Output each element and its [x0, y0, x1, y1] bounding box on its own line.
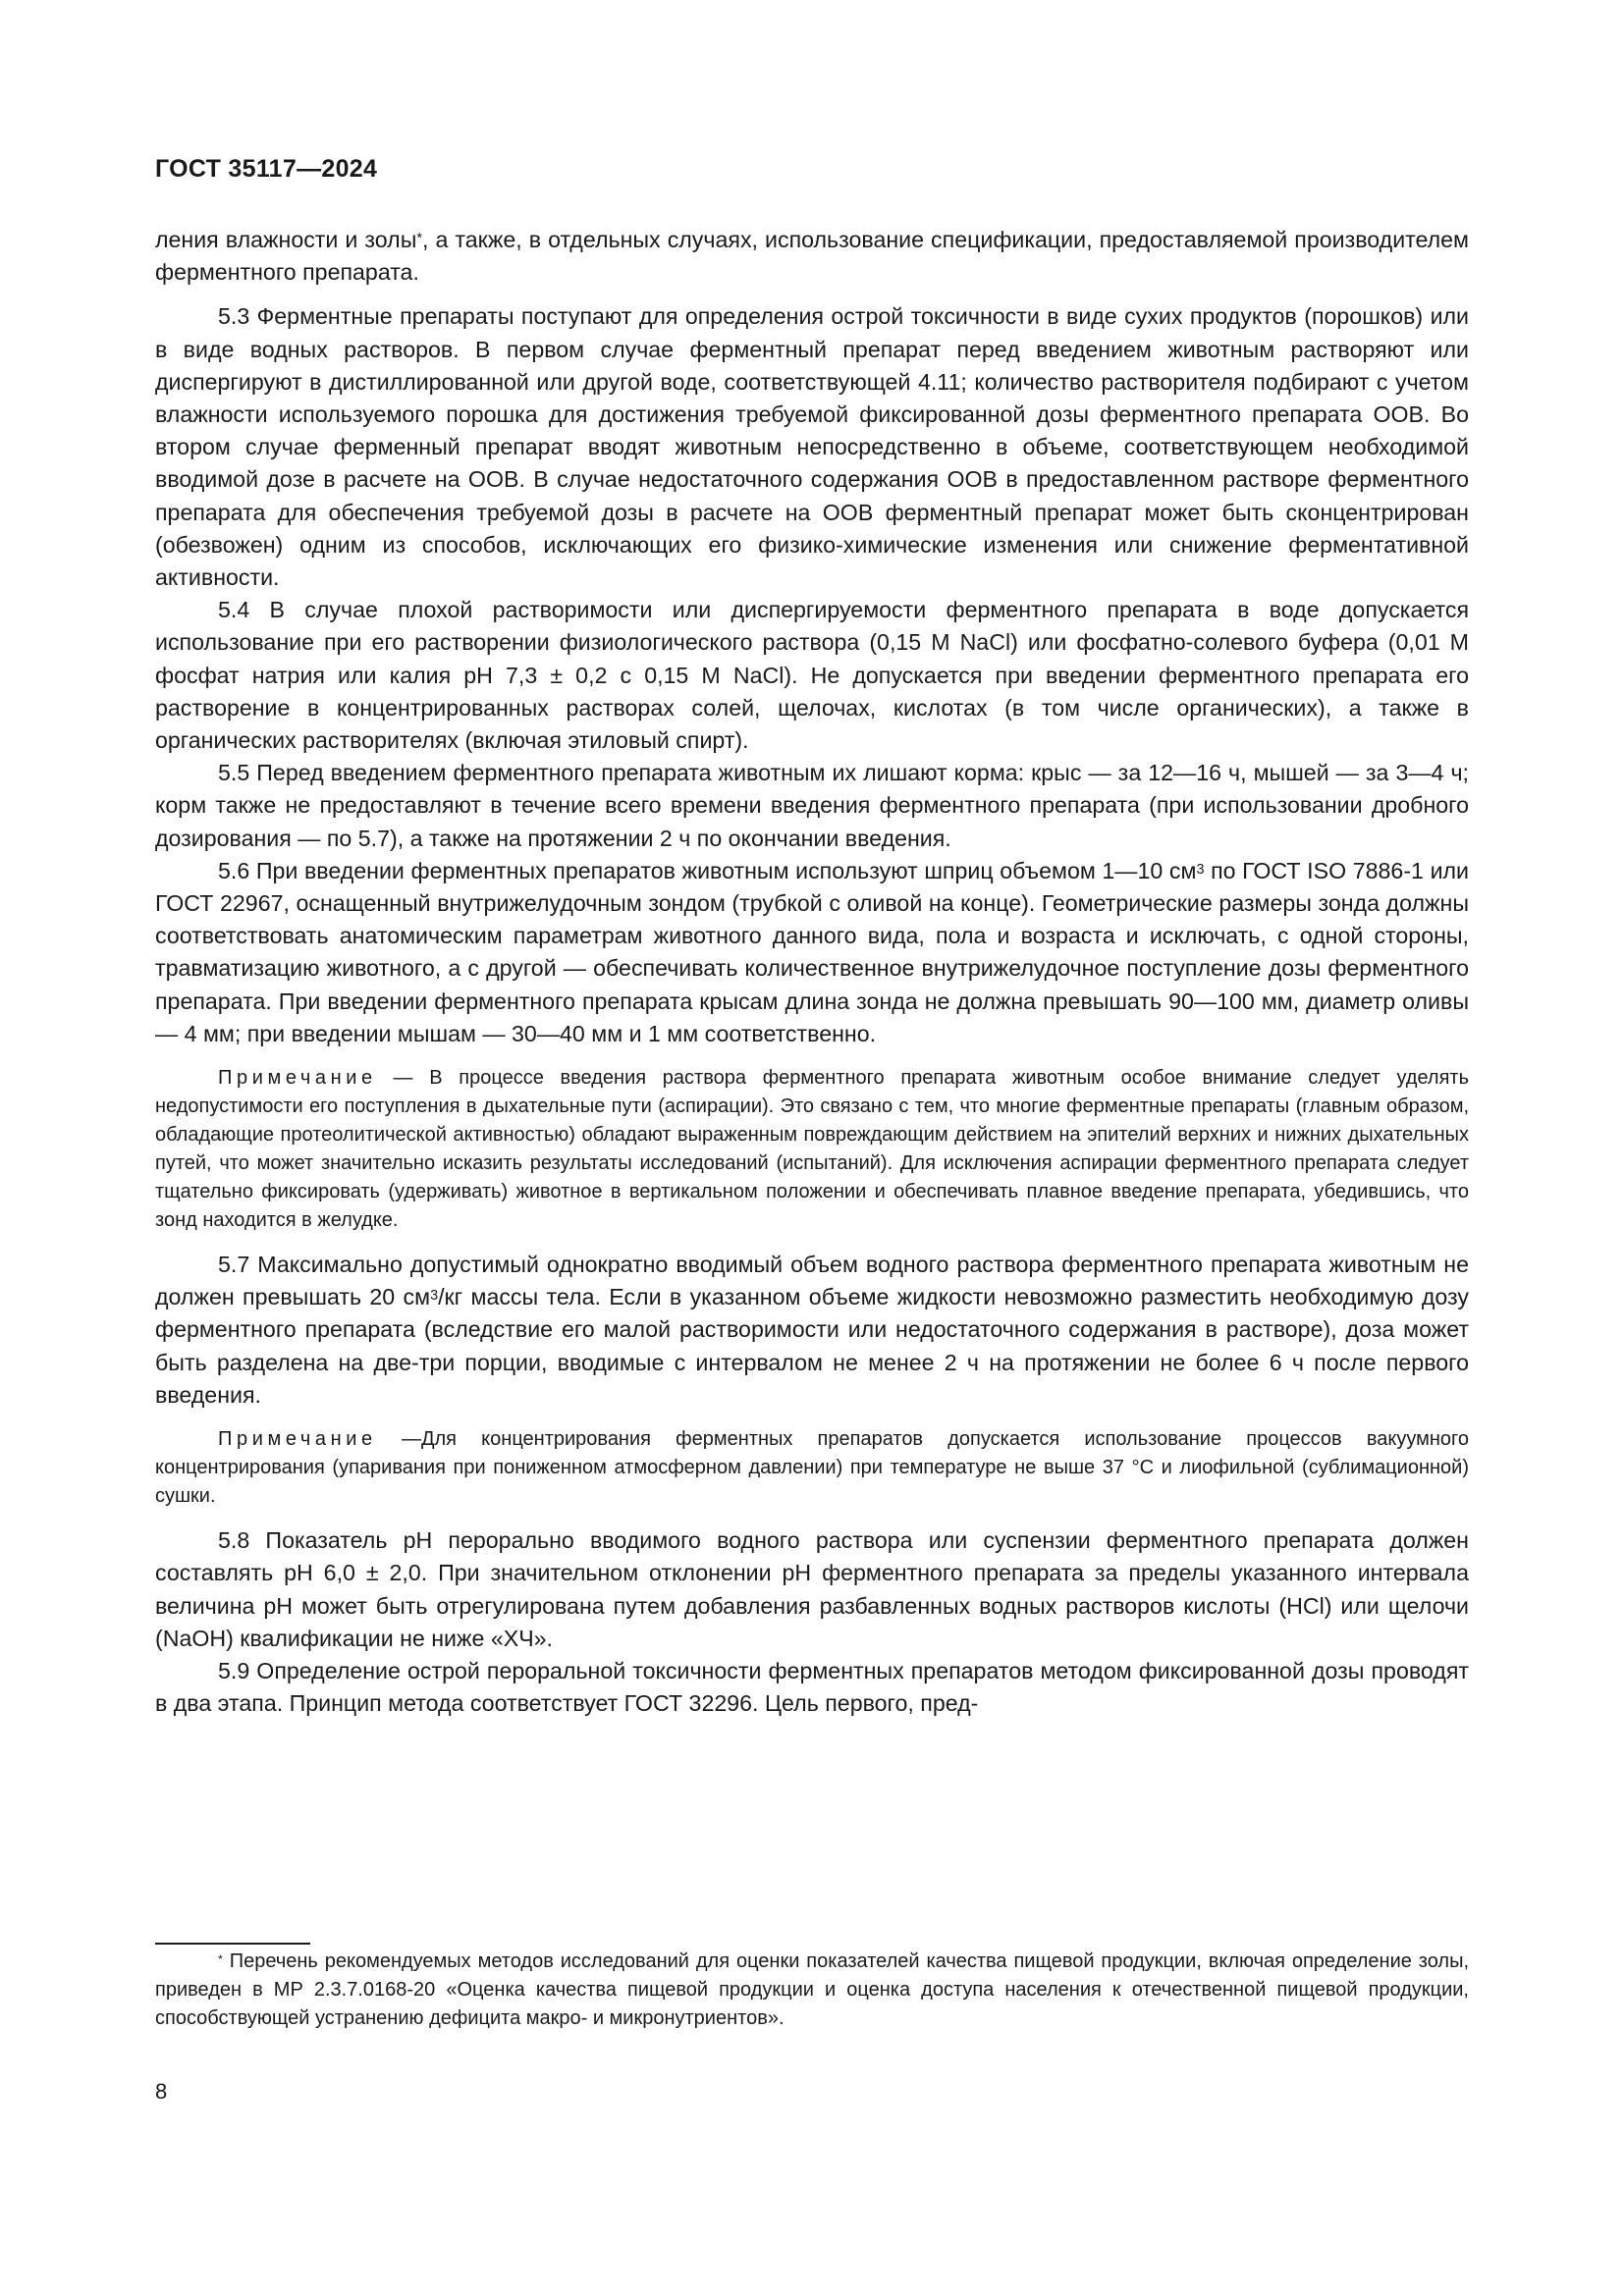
footnote-marker: *	[218, 1951, 223, 1966]
text-span: по ГОСТ ISO 7886-1 или ГОСТ 22967, оснащенный внутрижелудочным зондом (трубкой с оливой на конце). Геометрические размеры зонда должны соответствовать анатомическим параметрам животного данного вида, пола и возраста и исключать, с одной стороны, травматизацию животного, а с другой — обеспечивать количественное внутрижелудочное поступление дозы ферментного препарата. При введении ферментного препарата крысам длина зонда не должна превышать 90—100 мм, диаметр оливы — 4 мм; при введении мышам — 30—40 мм и 1 мм соответственно.	[155, 857, 1469, 1046]
paragraph-5-6	[155, 855, 1469, 1050]
paragraph-5-7	[155, 1249, 1469, 1412]
paragraph-5-5: 5.5 Перед введением ферментного препарата животным их лишают корма: крыс — за 12—16 ч, мышей — за 3—4 ч; корм также не предоставляют в течение всего времени введения ферментного препарата (при использовании дробного дозирования — по 5.7), а также на протяжении 2 ч по окончании введения.	[155, 760, 1469, 851]
superscript: 3	[430, 1288, 439, 1305]
note-text: — В процессе введения раствора ферментного препарата животным особое внимание следует уделять недопустимости его поступления в дыхательные пути (аспирации). Это связано с тем, что многие ферментные препараты (главным образом, обладающие протеолитической активностью) обладают выраженным повреждающим действием на эпителий верхних и нижних дыхательных путей, что может значительно исказить результаты исследований (испытаний). Для исключения аспирации ферментного препарата следует тщательно фиксировать (удерживать) животное в вертикальном положении и обеспечивать плавное введение препарата, убедившись, что зонд находится в желудке.	[155, 1067, 1469, 1232]
paragraph-5-8: 5.8 Показатель pH перорально вводимого водного раствора или суспензии ферментного препарата должен составлять pH 6,0 ± 2,0. При значительном отклонении pH ферментного препарата за пределы указанного интервала величина pH может быть отрегулирована путем добавления разбавленных водных растворов кислоты (HCl) или щелочи (NaOH) квалификации не ниже «ХЧ».	[155, 1527, 1469, 1651]
paragraph-5-3: 5.3 Ферментные препараты поступают для определения острой токсичности в виде сухих продуктов (порошков) или в виде водных растворов. В первом случае ферментный препарат перед введением животным растворяют или диспергируют в дистиллированной или другой воде, соответствующей 4.11; количество растворителя подбирают с учетом влажности используемого порошка для достижения требуемой фиксированной дозы ферментного препарата ООВ. Во втором случае ферменный препарат вводят животным непосредственно в объеме, соответствующем необходимой вводимой дозе в расчете на ООВ. В случае недостаточного содержания ООВ в предоставленном растворе ферментного препарата для обеспечения требуемой дозы в расчете на ООВ ферментный препарат может быть сконцентрирован (обезвожен) одним из способов, исключающих его физико-химические изменения или снижение ферментативной активности.	[155, 303, 1469, 591]
text-span: /кг массы тела. Если в указанном объеме жидкости невозможно разместить необходимую дозу ферментного препарата (вследствие его малой растворимости или недостаточного содержания в растворе), доза может быть разделена на две-три порции, вводимые с интервалом не менее 2 ч на протяжении не более 6 ч после первого введения.	[155, 1284, 1469, 1408]
footnote-text: Перечень рекомендуемых методов исследований для оценки показателей качества пищевой продукции, включая определение золы, приведен в МР 2.3.7.0168-20 «Оценка качества пищевой продукции и оценка доступа населения к отечественной пищевой продукции, способствующей устранению дефицита макро- и микронутриентов».	[155, 1950, 1469, 2029]
document-header: ГОСТ 35117—2024	[155, 155, 378, 183]
text-span: 5.6 При введении ферментных препаратов животным используют шприц объемом 1—10 см	[218, 857, 1197, 883]
superscript: 3	[1196, 861, 1205, 878]
footnote-marker: *	[416, 230, 422, 246]
note-label: Примечание	[218, 1067, 377, 1090]
footnote-divider	[155, 1943, 310, 1945]
note-label: Примечание	[218, 1428, 377, 1451]
note-2	[155, 1425, 1469, 1511]
paragraph-5-4: 5.4 В случае плохой растворимости или диспергируемости ферментного препарата в воде допускается использование при его растворении физиологического раствора (0,15 M NaCl) или фосфатно-солевого буфера (0,01 M фосфат натрия или калия pH 7,3 ± 0,2 с 0,15 M NaCl). Не допускается при введении ферментного препарата его растворение в концентрированных растворах солей, щелочах, кислотах (в том числе органических), а также в органических растворителях (включая этиловый спирт).	[155, 597, 1469, 754]
document-body	[155, 224, 1469, 1720]
text-span: , а также, в отдельных случаях, использование спецификации, предоставляемой производителем ферментного препарата.	[155, 227, 1469, 286]
paragraph-continuation	[155, 224, 1469, 289]
footnote	[155, 1948, 1469, 2033]
note-1	[155, 1064, 1469, 1235]
text-span: ления влажности и золы	[155, 227, 417, 252]
text-span: 5.7 Максимально допустимый однократно вводимый объем водного раствора ферментного препарата животным не должен превышать 20 см	[155, 1252, 1469, 1310]
note-text: —Для концентрирования ферментных препаратов допускается использование процессов вакуумного концентрирования (упаривания при пониженном атмосферном давлении) при температуре не выше 37 °С и лиофильной (сублимационной) сушки.	[155, 1428, 1469, 1508]
page-number: 8	[155, 2079, 168, 2104]
paragraph-5-9: 5.9 Определение острой пероральной токсичности ферментных препаратов методом фиксированной дозы проводят в два этапа. Принцип метода соответствует ГОСТ 32296. Цель первого, пред-	[155, 1657, 1469, 1717]
